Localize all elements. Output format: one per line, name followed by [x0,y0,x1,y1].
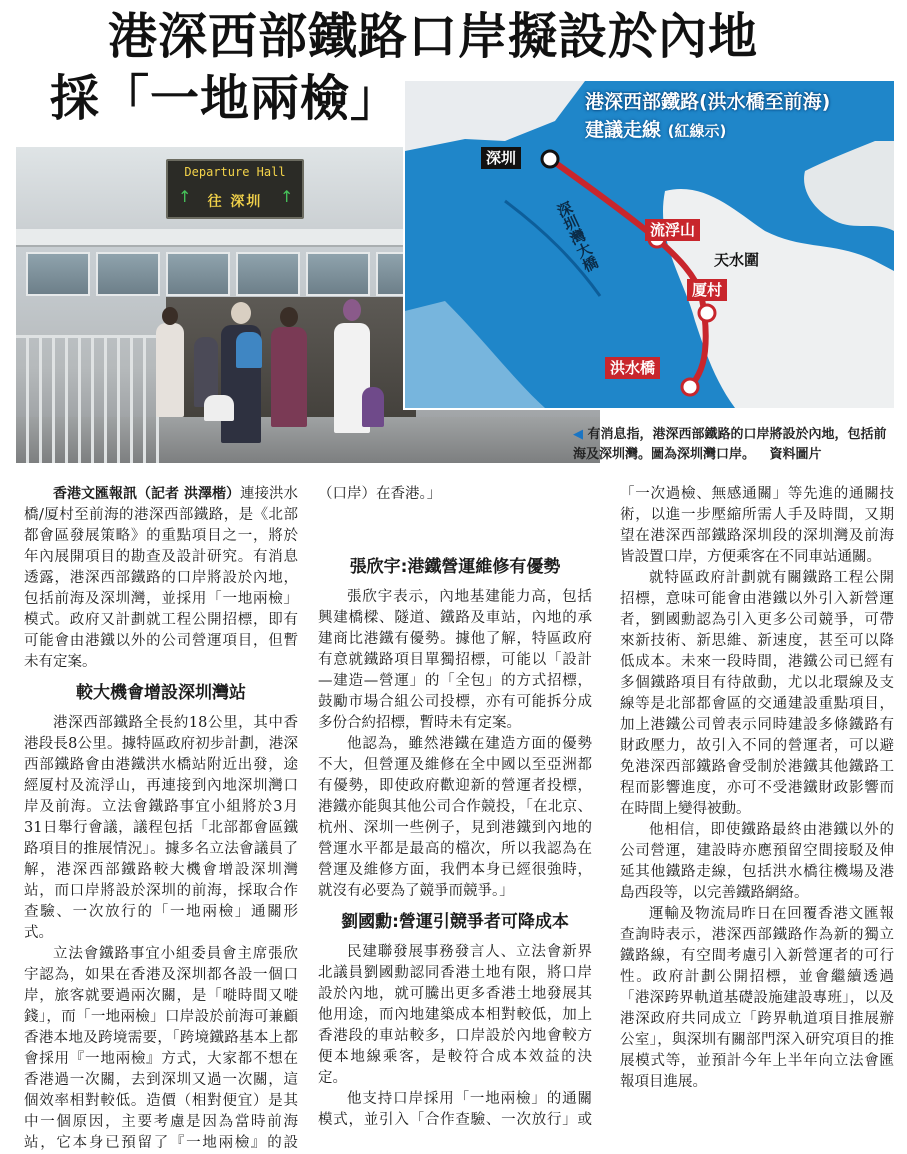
arrow-up-icon: ↑ [178,187,192,206]
article-paragraph: 民建聯發展事務發言人、立法會新界北議員劉國勳認同香港土地有限，將口岸設於內地，就可騰出更多香港土地發展其他用途，而內地建築成本相對較低，加上香港段的車站較多，口岸設於內地會較方便本地線乘客，是較符合成本效益的決定。 [318,944,592,1086]
shenzhen-land [405,81,585,151]
shallow-water [405,301,545,408]
backpack [236,332,262,368]
traveller-head [231,302,251,324]
bridge-label: 深圳灣大橋 [553,198,602,275]
traveller [271,327,307,427]
column-3-continuation [620,484,894,568]
subheading-lau: 劉國勳:營運引競爭者可降成本 [341,912,569,932]
article-column-2 [318,484,592,1131]
photo-caption [573,425,895,465]
coastal-land [804,141,894,231]
sign-chinese: 往 深圳 [207,194,263,210]
article-paragraph: 他相信，即使鐵路最終由港鐵以外的公司營運，建設時亦應預留空間接駁及伸延其他鐵路走線，包括洪水橋往機場及港島西段等，以完善鐵路網絡。 [620,822,894,901]
article-column-1 [24,484,298,1154]
window [96,252,160,296]
arrow-up-icon: ↑ [280,187,294,206]
headline-line-2: 採「一地兩檢」 [50,70,401,127]
traveller-head [280,307,298,327]
article-paragraph: 他認為，雖然港鐵在建造方面的優勢不大，但營運及維修在全中國以至亞洲都有優勢，即使政府歡迎新的營運者投標，港鐵亦能與其他公司合作競投，「在北京、杭州、深圳一些例子，見到港鐵到內地的營運水平都是最高的檔次，所以我認為在營運及維修方面，我們本身已經很強時，就沒有必要為了競爭而競爭。」 [318,736,592,899]
metal-barrier [16,335,166,463]
window [26,252,90,296]
station-label-ha-tsuen: 厦村 [687,279,727,301]
traveller [156,323,184,417]
map-title: 港深西部鐵路(洪水橋至前海) [585,91,831,113]
dateline: 香港文匯報訊（記者 洪澤楷） [53,486,240,502]
window [166,252,230,296]
departure-hall-sign [166,159,304,219]
article-paragraph-continued: （口岸）在香港。」 [318,486,442,502]
caption-credit: 資料圖片 [769,447,822,462]
article-paragraph: 運輸及物流局昨日在回覆香港文匯報查詢時表示，港深西部鐵路作為新的獨立鐵路線，有空間考慮引入新營運者的可行性。政府計劃公開招標，並會繼續透過「港深跨界軌道基礎設施建設專班」，以及港深政府共同成立「跨界軌道項目推展辦公室」，與深圳有關部門深入研究項目的推展模式等，並預計今年上半年向立法會匯報項目進展。 [620,906,894,1090]
station-label-shenzhen: 深圳 [481,147,521,169]
lead-text: 連接洪水橋/厦村至前海的港深西部鐵路，是《北部都會區發展策略》的重點項目之一，將於年內展開項目的勘查及設計研究。有消息透露，港深西部鐵路的口岸將設於內地，包括前海及深圳灣，並採用「一地兩檢」模式。政府又計劃就工程公開招標，即有可能會由港鐵以外的公司營運項目，但暫未有定案。 [24,486,299,670]
subheading-shenzhen-bay: 較大機會增設深圳灣站 [76,683,246,703]
map-subtitle-note: (紅線示) [667,122,727,140]
station-label-hung-shui-kiu: 洪水橋 [605,357,660,379]
article-lead [24,484,298,673]
shopping-bag [204,395,234,421]
route-map [403,79,896,410]
traveller-head [343,299,361,321]
article-paragraph: 就特區政府計劃就有關鐵路工程公開招標，意味可能會由港鐵以外引入新營運者，劉國勳認為引入更多公司競爭，可帶來新技術、新思維、新速度，甚至可以降低成本。未來一段時間，港鐵公司已經有多個鐵路項目有待啟動，尤以北環線及支線等是北部都會區的交通建設重點項目，加上港鐵公司曾表示同時建設多條鐵路有財政壓力，故引入不同的營運者，可以避免港深西部鐵路會受制於港鐵其他鐵路工程而影響進度，亦可不受港鐵財政影響而在時間上變得被動。 [620,570,894,817]
article-paragraph-continued: 「一次過檢、無感通關」等先進的通關技術，以進一步壓縮所需人手及時間，又期望在港深西部鐵路深圳段的深圳灣及前海皆設置口岸，方便乘客在不同車站通關。 [620,486,894,565]
station-marker-ha-tsuen [699,305,715,321]
station-label-lau-fau-shan: 流浮山 [645,219,700,241]
article-paragraph: 張欣宇表示，內地基建能力高，包括興建橋樑、隧道、鐵路及車站，內地的承建商比港鐵有優勢。據他了解，特區政府有意就鐵路項目單獨招標，可能以「設計—建造—營運」的「全包」的方式招標，鼓勵市場合組公司投標，亦有可能拆分成多份合約招標，暫時未有定案。 [318,589,592,731]
headline-line-1: 港深西部鐵路口岸擬設於內地 [108,8,759,65]
station-marker-shenzhen [542,151,558,167]
subheading-cheung: 張欣宇:港鐵營運維修有優勢 [349,557,561,577]
map-subtitle [585,117,726,144]
sign-english: Departure Hall [184,165,286,179]
article-paragraph: 港深西部鐵路全長約18公里，其中香港段長8公里。據特區政府初步計劃，港深西部鐵路會由港鐵洪水橋站附近出發，途經厦村及流浮山，再連接到內地深圳灣口岸及前海。立法會鐵路事宜小組將於3月31日舉行會議，議程包括「北部都會區鐵路項目的推展情況」。據多名立法會議員了解，港深西部鐵路較大機會增設深圳灣站，而口岸將設於深圳的前海，採取合作查驗、一次放行的「一地兩檢」通關形式。 [24,715,298,941]
article-paragraph: 立法會鐵路事宜小組委員會主席張欣宇認為，如果在香港及深圳都各設一個口岸，旅客就要過兩次關，是「嘥時間又嘥錢」，而「一地兩檢」口岸設於前海可兼顧香港本地及跨境需要，「跨境鐵路基本上都會採用『一地兩檢』方式，大家都不想在香港過一次關，去到深圳又過一次關，這個效率相對較低。造價（相對便宜）是其中一個原因，主要考慮是因為當時前海站，它本身已預留了『一地兩檢』的設 [24,946,298,1151]
article-paragraph: 他支持口岸採用「一地兩檢」的通關模式，並引入「合作查驗、一次放行」或 [318,1091,592,1128]
suitcase [362,387,384,427]
window [236,252,300,296]
station-marker-hung-shui-kiu [682,379,698,395]
caption-text: 有消息指，港深西部鐵路的口岸將設於內地，包括前海及深圳灣。圖為深圳灣口岸。 [573,427,887,462]
window [306,252,370,296]
caption-marker-icon: ◀ [573,427,583,442]
place-label-tin-shui-wai: 天水圍 [714,251,760,269]
map-subtitle-text: 建議走線 [585,119,662,141]
traveller-head [162,307,178,325]
column-2-continuation [318,484,592,547]
article-column-3 [620,484,894,1093]
